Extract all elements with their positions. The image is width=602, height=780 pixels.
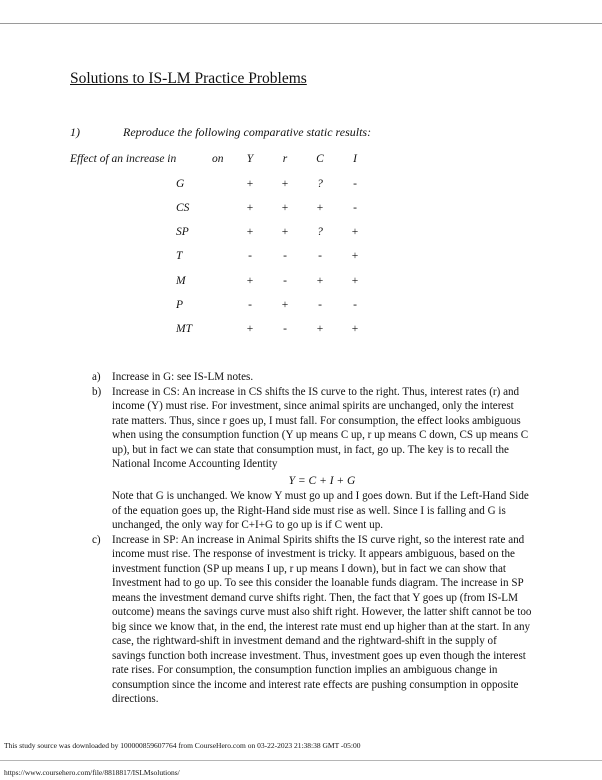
sign-i: - (353, 178, 357, 190)
sign-y: + (246, 323, 254, 335)
row-var: CS (176, 202, 190, 214)
sign-y: + (246, 202, 254, 214)
sign-r: + (281, 226, 289, 238)
table-header (70, 153, 470, 169)
sign-y: + (246, 178, 254, 190)
page-title: Solutions to IS-LM Practice Problems (70, 70, 307, 87)
answer-c (92, 533, 532, 707)
sign-c: + (316, 202, 324, 214)
sign-c: ? (317, 226, 323, 238)
sign-i: - (353, 202, 357, 214)
col-c: C (316, 153, 324, 165)
sign-i: + (351, 250, 359, 262)
sign-c: ? (317, 178, 323, 190)
row-var: G (176, 178, 185, 190)
sign-y: - (248, 250, 252, 262)
source-url[interactable]: https://www.coursehero.com/file/8818817/ISLMsolutions/ (4, 768, 180, 777)
answer-label: b) (92, 385, 102, 398)
col-y: Y (246, 153, 254, 165)
sign-i: + (351, 275, 359, 287)
table-row (0, 202, 602, 218)
download-notice: This study source was downloaded by 100000859607764 from CourseHero.com on 03-22-2023 21:38:38 GMT -05:00 (4, 741, 361, 750)
sign-i: + (351, 323, 359, 335)
answer-text: Increase in SP: An increase in Animal Spirits shifts the IS curve right, so the interest rate and income must rise. The response of investment is tricky. It appears ambiguous, based on the investment function (SP up means I up, r up means I down), but in fact we can show that Investment had to go up. To see this consider the loanable funds diagram. The increase in SP means the investment demand curve shifts right. Then, the fact that Y goes up (from IS-LM outcome) means the savings curve must also shift right. However, the latter shift cannot be too big since we know that, in the end, the interest rate must end up higher than at the start. In any case, the rightward-shift in investment demand and the rightward-shift in the supply of savings function both increase investment. Thus, investment goes up even though the interest rate rises. For consumption, the consumption function implies an ambiguous change in consumption since the income and interest rate effects are pushing consumption in opposite directions. (112, 533, 532, 705)
sign-c: - (318, 299, 322, 311)
question-1 (70, 125, 371, 140)
sign-r: + (281, 202, 289, 214)
sign-y: - (248, 299, 252, 311)
question-number: 1) (70, 125, 80, 139)
table-on: on (212, 153, 224, 165)
sign-i: + (351, 226, 359, 238)
sign-c: + (316, 275, 324, 287)
answer-text-continued: Note that G is unchanged. We know Y must go up and I goes down. But if the Left-Hand Side of the equation goes up, the Right-Hand side must rise as well. Since I is falling and G is unchanged, the only way for C+I+G to go up is if C went up. (112, 490, 529, 531)
table-row (0, 226, 602, 242)
sign-r: + (281, 299, 289, 311)
row-var: P (176, 299, 184, 311)
answer-text: Increase in CS: An increase in CS shifts the IS curve to the right. Thus, interest rates (r) and income (Y) must rise. For investment, since animal spirits are unchanged, only the interest rate matters. Thus, since r goes up, I must fall. For consumption, the effect looks ambiguous when using the consumption function (Y up means C up, r up means C down, CS up means C up), but in fact we can state that consumption must, in fact, go up. The key is to recall the National Income Accounting Identity (112, 385, 529, 470)
identity-equation: Y = C + I + G (288, 474, 356, 487)
sign-y: + (246, 275, 254, 287)
table-row (0, 323, 602, 339)
sign-c: - (318, 250, 322, 262)
row-var: SP (176, 226, 189, 238)
bottom-rule (0, 760, 602, 761)
sign-c: + (316, 323, 324, 335)
sign-i: - (353, 299, 357, 311)
answer-text: Increase in G: see IS-LM notes. (112, 371, 254, 383)
row-var: M (176, 275, 186, 287)
sign-y: + (246, 226, 254, 238)
table-lead: Effect of an increase in (70, 153, 177, 165)
table-row (0, 299, 602, 315)
answer-a (92, 370, 532, 385)
col-r: r (282, 153, 288, 165)
sign-r: - (283, 250, 287, 262)
table-row (0, 178, 602, 194)
answer-label: a) (92, 371, 101, 383)
question-text: Reproduce the following comparative static results: (123, 125, 372, 139)
table-row (0, 250, 602, 266)
table-row (0, 275, 602, 291)
answer-b (92, 385, 532, 533)
answer-label: c) (92, 533, 101, 546)
col-i: I (353, 153, 357, 165)
sign-r: + (281, 178, 289, 190)
sign-r: - (283, 323, 287, 335)
top-rule (0, 23, 602, 24)
answers (92, 370, 532, 707)
sign-r: - (283, 275, 287, 287)
row-var: MT (176, 323, 192, 335)
row-var: T (176, 250, 183, 262)
